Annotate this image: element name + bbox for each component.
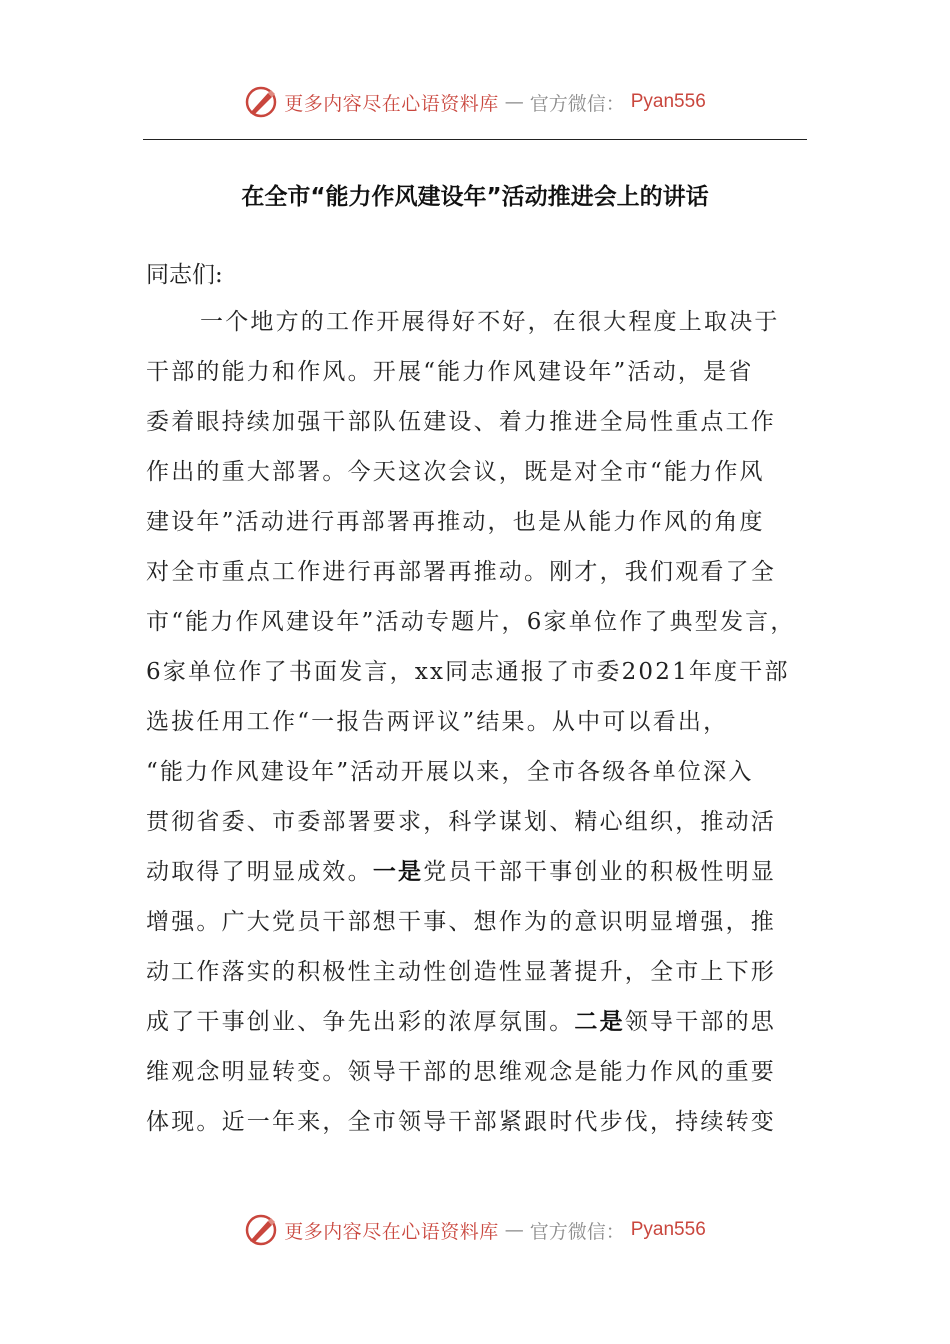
body-line — [146, 1005, 816, 1055]
watermark-wechat-label: 官方微信： — [529, 1220, 625, 1243]
emphasis-label: 一是 — [372, 859, 424, 885]
body-line: 作出的重大部署。今天这次会议，既是对全市“能力作风 — [146, 459, 765, 485]
body-line — [146, 855, 816, 905]
body-line: 增强。广大党员干部想干事、想作为的意识明显增强，推 — [146, 909, 776, 935]
header-watermark — [0, 82, 950, 122]
body-line-text: 领导干部的思 — [624, 1009, 777, 1035]
emphasis-label: 二是 — [574, 1009, 625, 1035]
body-line-text: 动取得了明显成效。 — [146, 859, 373, 885]
body-line: 动工作落实的积极性主动性创造性显著提升，全市上下形 — [146, 959, 776, 985]
body-line: “能力作风建设年”活动开展以来，全市各级各单位深入 — [146, 759, 754, 785]
header-divider — [143, 139, 807, 140]
body-line: 选拔任用工作“一报告两评议”结果。从中可以看出， — [146, 709, 729, 735]
body-line: 一个地方的工作开展得好不好，在很大程度上取决于 — [200, 309, 780, 335]
document-title: 在全市“能力作风建设年”活动推进会上的讲话 — [241, 184, 709, 210]
pen-logo-icon — [244, 1213, 278, 1247]
body-line: 体现。近一年来，全市领导干部紧跟时代步伐，持续转变 — [146, 1109, 776, 1135]
footer-watermark — [0, 1210, 950, 1250]
body-line: 建设年”活动进行再部署再推动，也是从能力作风的角度 — [146, 509, 765, 535]
document-body — [146, 305, 816, 1155]
body-line: 维观念明显转变。领导干部的思维观念是能力作风的重要 — [146, 1059, 776, 1085]
watermark-separator: — — [504, 91, 524, 113]
body-line: 贯彻省委、市委部署要求，科学谋划、精心组织，推动活 — [146, 809, 776, 835]
body-line-text: 党员干部干事创业的积极性明显 — [423, 859, 777, 885]
watermark-text: 更多内容尽在心语资料库 — [284, 92, 499, 115]
body-line: 委着眼持续加强干部队伍建设、着力推进全局性重点工作 — [146, 409, 776, 435]
watermark-wechat-label: 官方微信： — [529, 92, 625, 115]
watermark-wechat-id: Pyan556 — [630, 1219, 706, 1240]
salutation: 同志们: — [146, 262, 223, 288]
watermark-separator: — — [504, 1219, 524, 1241]
watermark-text: 更多内容尽在心语资料库 — [284, 1220, 499, 1243]
body-line: 对全市重点工作进行再部署再推动。刚才，我们观看了全 — [146, 559, 776, 585]
body-line: 市“能力作风建设年”活动专题片，6家单位作了典型发言， — [146, 609, 796, 635]
body-line: 干部的能力和作风。开展“能力作风建设年”活动，是省 — [146, 359, 754, 385]
watermark-wechat-id: Pyan556 — [630, 91, 706, 112]
body-line-text: 成了干事创业、争先出彩的浓厚氛围。 — [146, 1009, 575, 1035]
body-line: 6家单位作了书面发言，xx同志通报了市委2021年度干部 — [146, 659, 790, 685]
pen-logo-icon — [244, 85, 278, 119]
